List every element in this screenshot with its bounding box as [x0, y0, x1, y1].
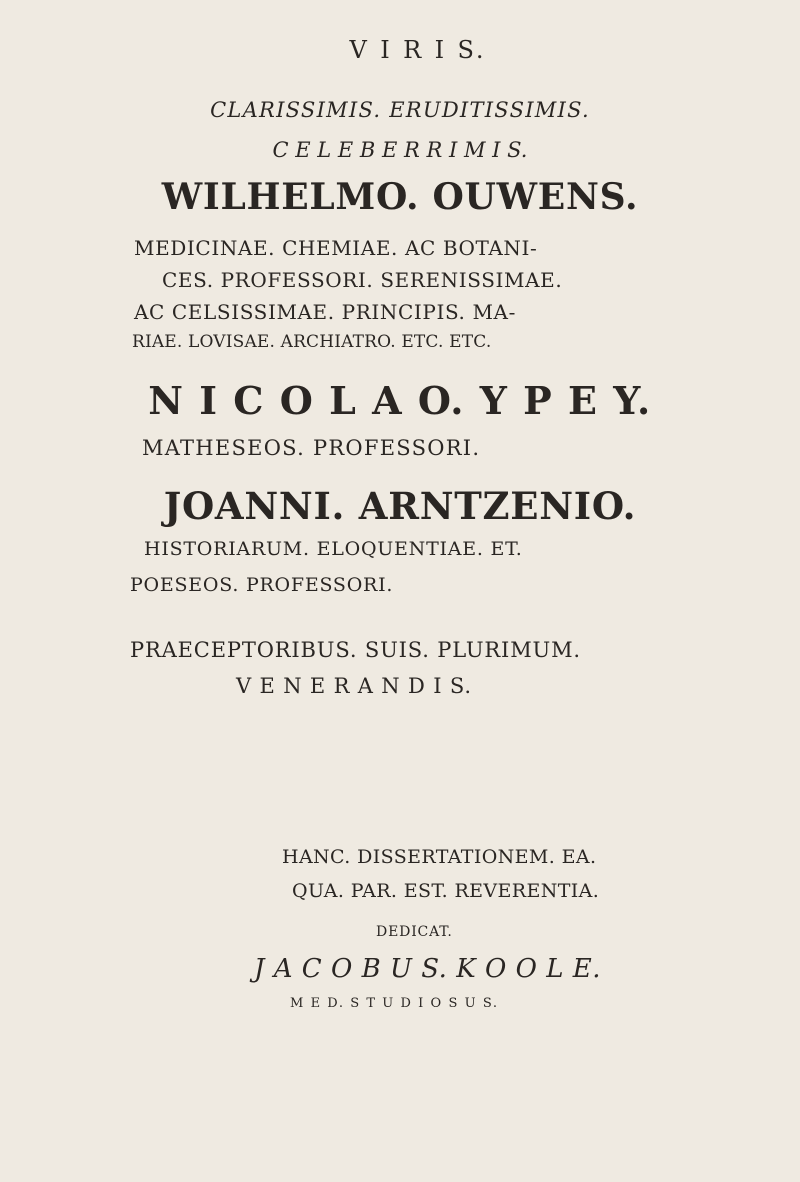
dedicat-line: DEDICAT.	[376, 924, 453, 940]
name-ouwens: WILHELMO. OUWENS.	[161, 176, 639, 218]
ouwens-title-line: MEDICINAE. CHEMIAE. AC BOTANI-	[134, 236, 538, 260]
name-arntzenio: JOANNI. ARNTZENIO.	[163, 484, 637, 528]
ouwens-title-line: RIAE. LOVISAE. ARCHIATRO. ETC. ETC.	[132, 332, 492, 352]
ypey-title: MATHESEOS. PROFESSORI.	[142, 436, 481, 460]
dedication-line: QUA. PAR. EST. REVERENTIA.	[292, 880, 600, 902]
arntzenio-title-line: POESEOS. PROFESSORI.	[130, 574, 394, 596]
author-name: J A C O B U S. K O O L E.	[254, 954, 602, 984]
venerandis-line: V E N E R A N D I S.	[236, 674, 472, 698]
arntzenio-title-line: HISTORIARUM. ELOQUENTIAE. ET.	[144, 538, 523, 560]
ouwens-title-line: CES. PROFESSORI. SERENISSIMAE.	[162, 268, 563, 292]
name-ypey: N I C O L A O. Y P E Y.	[148, 378, 652, 423]
clarissimis-line: CLARISSIMIS. ERUDITISSIMIS.	[210, 98, 590, 122]
heading-viris: V I R I S.	[349, 36, 487, 64]
praeceptoribus-line: PRAECEPTORIBUS. SUIS. PLURIMUM.	[130, 638, 581, 662]
author-title: M E D. S T U D I O S U S.	[290, 996, 499, 1011]
celeberrimis-line: C E L E B E R R I M I S.	[272, 138, 528, 162]
dedication-line: HANC. DISSERTATIONEM. EA.	[282, 846, 597, 868]
ouwens-title-line: AC CELSISSIMAE. PRINCIPIS. MA-	[134, 300, 516, 324]
